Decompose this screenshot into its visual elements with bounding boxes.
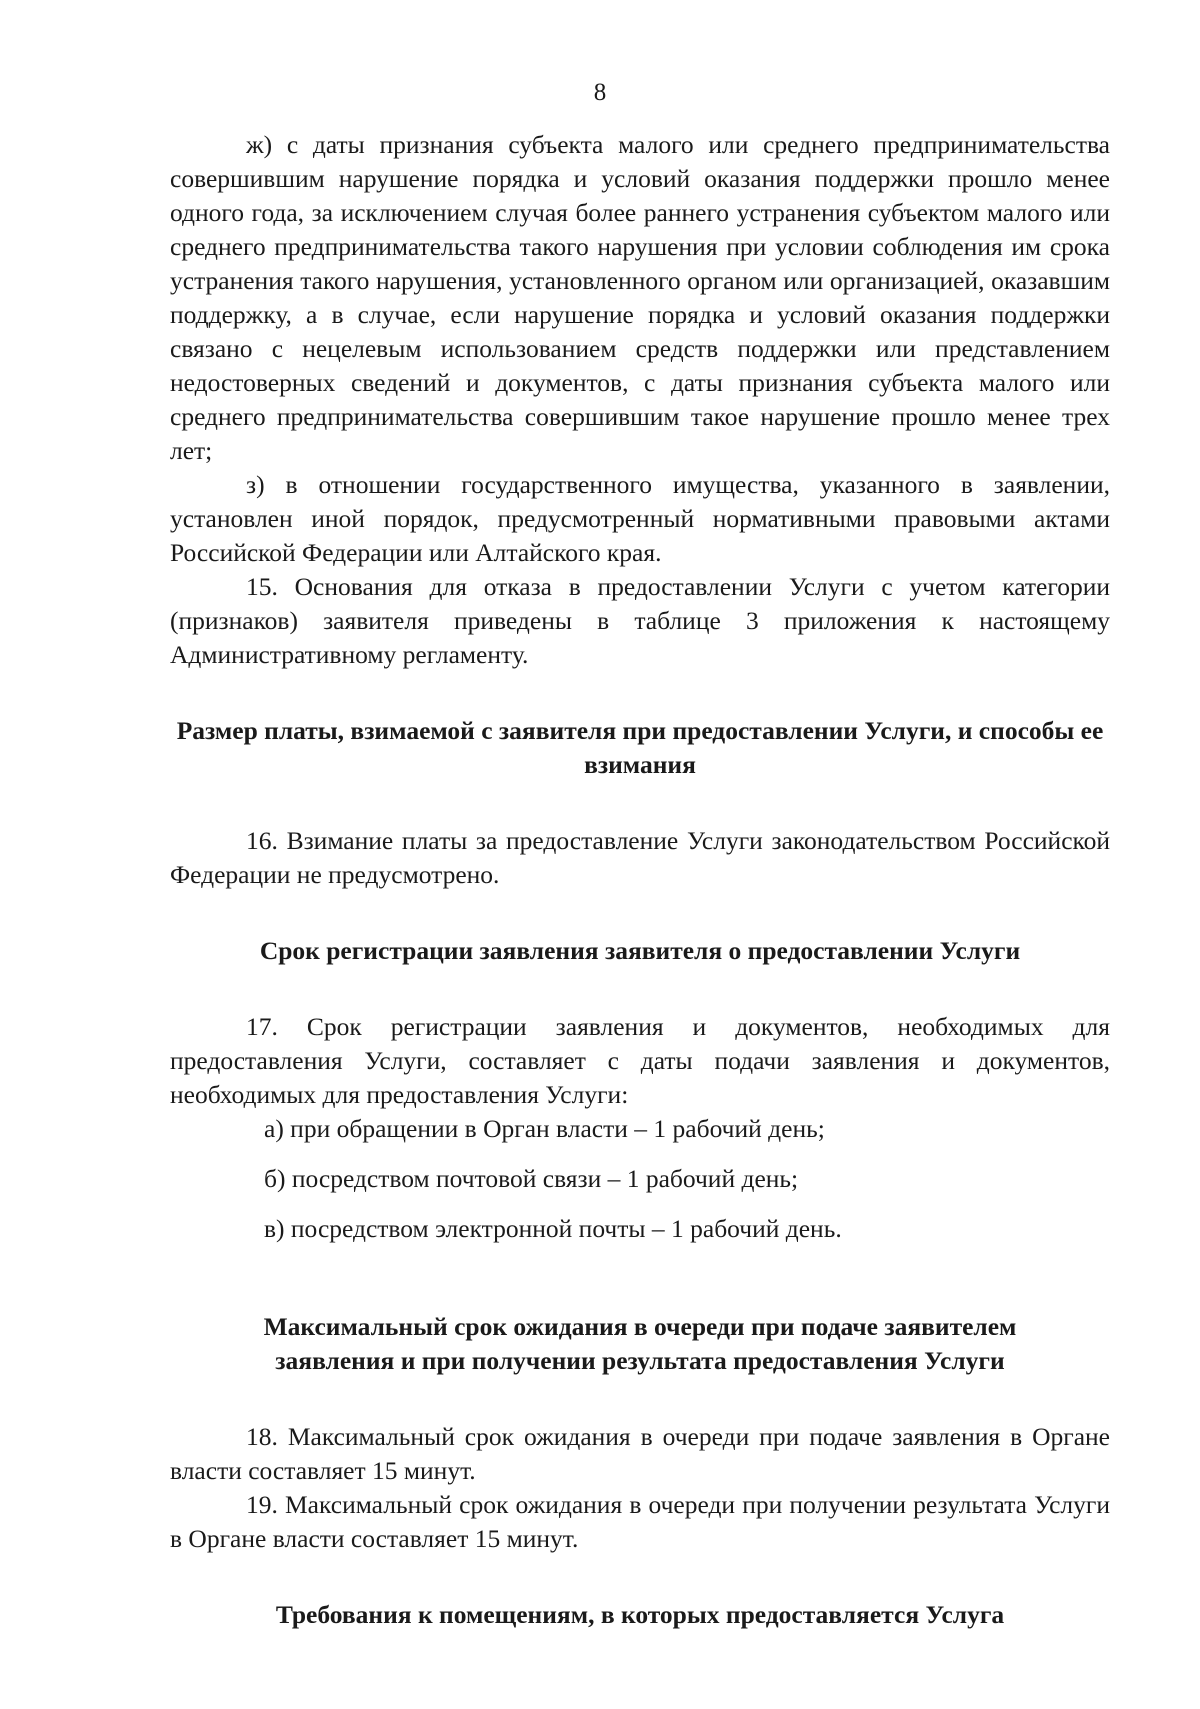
spacer — [170, 672, 1110, 714]
spacer — [170, 968, 1110, 1010]
list-item-a: а) при обращении в Орган власти – 1 рабочий день; — [264, 1114, 825, 1143]
heading-registration: Срок регистрации заявления заявителя о предоставлении Услуги — [259, 936, 1021, 965]
spacer — [170, 1378, 1110, 1420]
paragraph-15: 15. Основания для отказа в предоставлении Услуги с учетом категории (признаков) заявителя приведены в таблице 3 приложения к настоящему Административному регламенту. — [170, 572, 1110, 669]
spacer — [170, 1556, 1110, 1598]
paragraph-z: з) в отношении государственного имущества, указанного в заявлении, установлен иной порядок, предусмотренный нормативными правовыми актами Российской Федерации или Алтайского края. — [170, 470, 1110, 567]
heading-fee: Размер платы, взимаемой с заявителя при предоставлении Услуги, и способы ее взимания — [176, 716, 1104, 779]
paragraph-19: 19. Максимальный срок ожидания в очереди при получении результата Услуги в Органе власти составляет 15 минут. — [170, 1490, 1110, 1553]
spacer — [170, 782, 1110, 824]
paragraph-17: 17. Срок регистрации заявления и документов, необходимых для предоставления Услуги, составляет с даты подачи заявления и документов, необходимых для предоставления Услуги: — [170, 1012, 1110, 1109]
page-number: 8 — [593, 79, 607, 106]
list-item-b: б) посредством почтовой связи – 1 рабочий день; — [264, 1164, 799, 1193]
list-item-v: в) посредством электронной почты – 1 рабочий день. — [264, 1214, 842, 1243]
spacer — [170, 1146, 1110, 1162]
paragraph-18: 18. Максимальный срок ожидания в очереди при подаче заявления в Органе власти составляет 15 минут. — [170, 1422, 1110, 1485]
paragraph-zh: ж) с даты признания субъекта малого или среднего предпринимательства совершившим нарушение порядка и условий оказания поддержки прошло менее одного года, за исключением случая более раннего устранения субъектом малого или среднего предпринимательства такого нарушения при условии соблюдения им срока устранения такого нарушения, установленного органом или организацией, оказавшим поддержку, а в случае, если нарушение порядка и условий оказания поддержки связано с нецелевым использованием средств поддержки или представлением недостоверных сведений и документов, с даты признания субъекта малого или среднего предпринимательства совершившим такое нарушение прошло менее трех лет; — [170, 130, 1110, 465]
paragraph-16: 16. Взимание платы за предоставление Услуги законодательством Российской Федерации не предусмотрено. — [170, 826, 1110, 889]
spacer — [170, 1246, 1110, 1310]
heading-queue-line-1: Максимальный срок ожидания в очереди при подаче заявителем — [263, 1312, 1017, 1341]
spacer — [170, 1196, 1110, 1212]
heading-rooms: Требования к помещениям, в которых предоставляется Услуга — [275, 1600, 1005, 1629]
document-body — [170, 128, 1110, 1632]
spacer — [170, 892, 1110, 934]
heading-queue-line-2: заявления и при получении результата предоставления Услуги — [275, 1346, 1005, 1375]
